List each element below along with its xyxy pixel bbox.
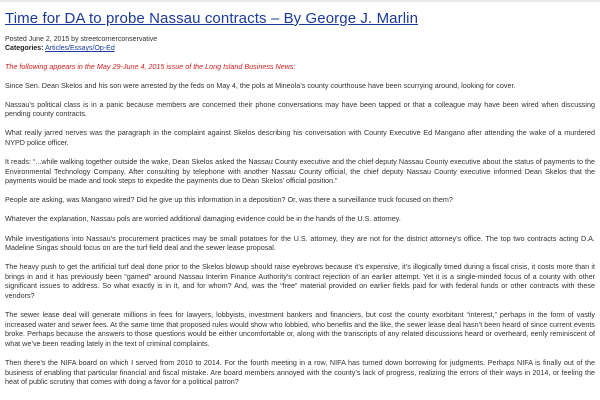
post-meta: [5, 35, 595, 53]
post-author: streetcornerconservative: [80, 36, 158, 43]
paragraph: While investigations into Nassau’s procurement practices may be small potatoes for the U.S. attorney, they are not for the district attorney’s office. The top two contracts acting D.A. Madeline Singas should focus on are the turf field deal and the sewer lease proposal.: [5, 233, 595, 253]
paragraph: People are asking, was Mangano wired? Did he give up this information in a deposition? Or, was there a surveillance truck focused on them?: [5, 195, 453, 205]
intro-note: The following appears in the May 29-June 4, 2015 issue of the Long Island Business News:: [5, 62, 296, 71]
posted-prefix: Posted: [5, 36, 29, 43]
post-categories: [5, 44, 595, 53]
paragraph: What really jarred nerves was the paragraph in the complaint against Skelos describing his conversation with County Executive Ed Mangano after attending the wake of a murdered NYPD police officer.: [5, 128, 595, 147]
paragraph: Then there’s the NIFA board on which I served from 2010 to 2014. For the fourth meeting in a row, NIFA has turned down borrowing for judgments. Perhaps NIFA is finally out of the business of enabling that particular financial and fiscal mistake. Are board members annoyed with the county’s lack of progress, realizing the errors of their ways in 2014, or feeling the heat of public scrutiny that comes with doing a favor for a political patron?: [5, 357, 595, 387]
paragraph: The sewer lease deal will generate millions in fees for lawyers, lobbyists, investment bankers and financiers, but cost the county exorbitant “interest,” perhaps in the form of vastly increased water and sewer fees. At the same time that proposed rules would show who lobbied, who benefits and the like, the sewer lease deal hasn’t been heard of since current events broke. Perhaps because the answers to those questions would be either uncomfortable or, along with the transcripts of any related discussions heard or overheard, eerily reminiscent of what we’ve been reading lately in the text of criminal complaints.: [5, 310, 595, 348]
blog-post: [5, 9, 595, 396]
top-divider: [0, 0, 600, 2]
category-link[interactable]: Articles/Essays/Op-Ed: [45, 45, 115, 52]
post-title-link[interactable]: Time for DA to probe Nassau contracts – By George J. Marlin: [5, 10, 419, 27]
paragraph: Since Sen. Dean Skelos and his son were arrested by the feds on May 4, the pols at Mineola’s county courthouse have been scurrying around, looking for cover.: [5, 80, 516, 90]
paragraph: Nassau’s political class is in a panic because members are concerned their phone conversations may have been tapped or that a colleague may have been wired when discussing pending county contracts.: [5, 99, 595, 119]
paragraph: Whatever the explanation, Nassau pols are worried additional damaging evidence could be in the hands of the U.S. attorney.: [5, 214, 401, 224]
paragraph: The heavy push to get the artificial turf deal done prior to the Skelos blowup should raise eyebrows because it’s expensive, it’s illogically timed during a fiscal crisis, it costs more than it brings in and it has previously been “gamed” around Nassau Interim Finance Authority’s contract rejection of an earlier attempt. Yet it is a single-minded focus of a county with other significant issues to address. So what exactly is in it, and for whom? And, was the “free” material provided on earlier fields paid for with federal funds or other contracts with these vendors?: [5, 262, 595, 300]
post-date: June 2, 2015: [28, 36, 70, 43]
categories-label: Categories:: [5, 45, 44, 52]
by-text: by: [69, 36, 81, 43]
post-content: [5, 62, 595, 387]
paragraph: It reads: “...while walking together outside the wake, Dean Skelos asked the Nassau County executive and the chief deputy Nassau County executive about the status of payments to the Environmental Technology Company. After consulting by telephone with another Nassau County official, the chief deputy Nassau County executive informed Dean Skelos that the payments would be made and took steps to expedite the payments due to Dean Skelos’ official position.”: [5, 157, 595, 186]
post-byline: [5, 35, 595, 44]
